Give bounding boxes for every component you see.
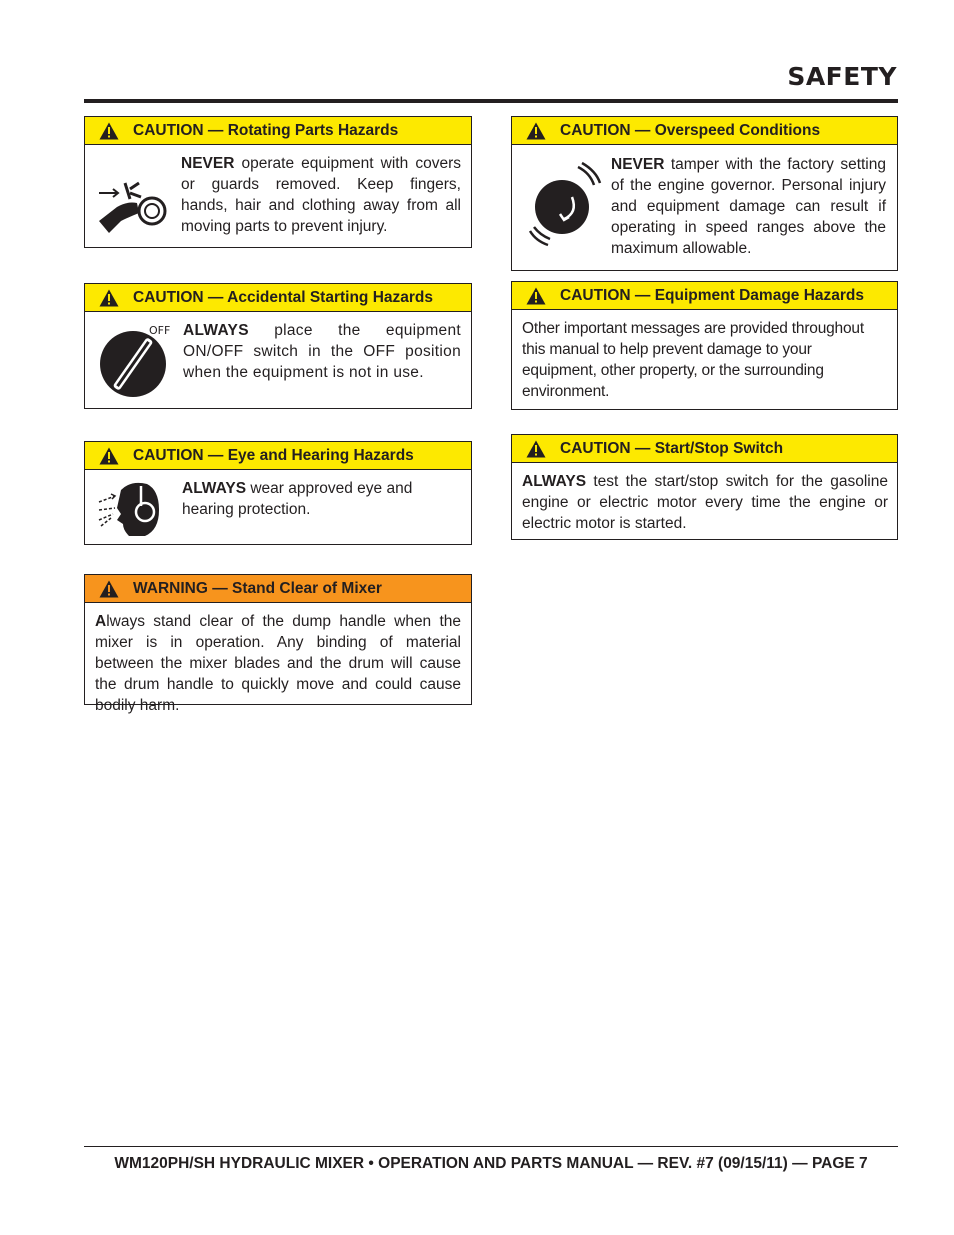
title-divider [84, 99, 898, 103]
off-switch-icon [98, 328, 168, 398]
caution-overspeed-box [511, 116, 898, 271]
box-body-text [183, 320, 461, 383]
warning-stand-clear-box [84, 574, 472, 714]
warning-triangle-icon [99, 580, 119, 598]
box-header [512, 117, 897, 145]
box-body-text [611, 154, 886, 259]
footer-divider [84, 1146, 898, 1147]
box-body-text [181, 153, 461, 237]
body-text: tamper with the factory setting of the engine governor. Personal injury and equipment damage can result if operating in speed ranges above the maximum allowable. [611, 156, 886, 257]
body-text: Other important messages are provided throughout this manual to help prevent damage to your equipment, other property, or the surrounding environment. [522, 320, 864, 400]
box-body-text [95, 611, 461, 716]
off-label: OFF [149, 324, 171, 337]
body-text: test the start/stop switch for the gasoline engine or electric motor every time the engine or electric motor is started. [522, 473, 888, 532]
warning-triangle-icon [99, 289, 119, 307]
caution-rotating-parts-box [84, 116, 472, 248]
body-text: lways stand clear of the dump handle when the mixer is in operation. Any binding of material between the mixer blades and the drum will cause the drum handle to quickly move and could cause bodily harm. [95, 613, 461, 714]
box-header-text: CAUTION — Start/Stop Switch [560, 439, 784, 457]
lead-word: NEVER [611, 156, 665, 173]
warning-triangle-icon [526, 122, 546, 140]
caution-start-stop-box [511, 434, 898, 540]
caution-eye-hearing-box [84, 441, 472, 545]
warning-triangle-icon [99, 122, 119, 140]
body-text: wear approved eye and hearing protection. [182, 480, 413, 518]
box-header [85, 442, 471, 470]
caution-accidental-starting-box [84, 283, 472, 409]
box-header-text: CAUTION — Accidental Starting Hazards [133, 288, 434, 306]
warning-triangle-icon [99, 447, 119, 465]
box-header [85, 575, 471, 603]
box-header [85, 117, 471, 145]
eye-and-ear-protection-icon [97, 480, 167, 542]
lead-word: ALWAYS [522, 473, 587, 490]
box-header [512, 282, 897, 310]
box-body-text [522, 318, 888, 402]
body-text: place the equipment ON/OFF switch in the OFF position when the equipment is not in use. [183, 322, 461, 381]
lead-word: A [95, 613, 107, 630]
page-footer: WM120PH/SH HYDRAULIC MIXER • OPERATION AND PARTS MANUAL — REV. #7 (09/15/11) — PAGE 7 [114, 1155, 868, 1172]
box-header-text: CAUTION — Rotating Parts Hazards [133, 121, 399, 139]
warning-triangle-icon [526, 440, 546, 458]
box-header-text: CAUTION — Overspeed Conditions [560, 121, 821, 139]
lead-word: NEVER [181, 155, 235, 172]
box-header-text: CAUTION — Eye and Hearing Hazards [133, 446, 414, 464]
lead-word: ALWAYS [182, 480, 247, 497]
box-header [85, 284, 471, 312]
page-title: SAFETY [787, 62, 897, 91]
overspeed-dial-icon [524, 161, 606, 247]
box-body-text [182, 478, 461, 520]
box-header [512, 435, 897, 463]
box-header-text: CAUTION — Equipment Damage Hazards [560, 286, 865, 304]
lead-word: ALWAYS [183, 322, 249, 339]
caution-equipment-damage-box [511, 281, 898, 410]
box-body-text [522, 471, 888, 534]
rotating-parts-hand-icon [97, 163, 167, 235]
box-header-text: WARNING — Stand Clear of Mixer [133, 579, 382, 597]
warning-triangle-icon [526, 287, 546, 305]
body-text: operate equipment with covers or guards removed. Keep fingers, hands, hair and clothing away from all moving parts to prevent injury. [181, 155, 461, 235]
